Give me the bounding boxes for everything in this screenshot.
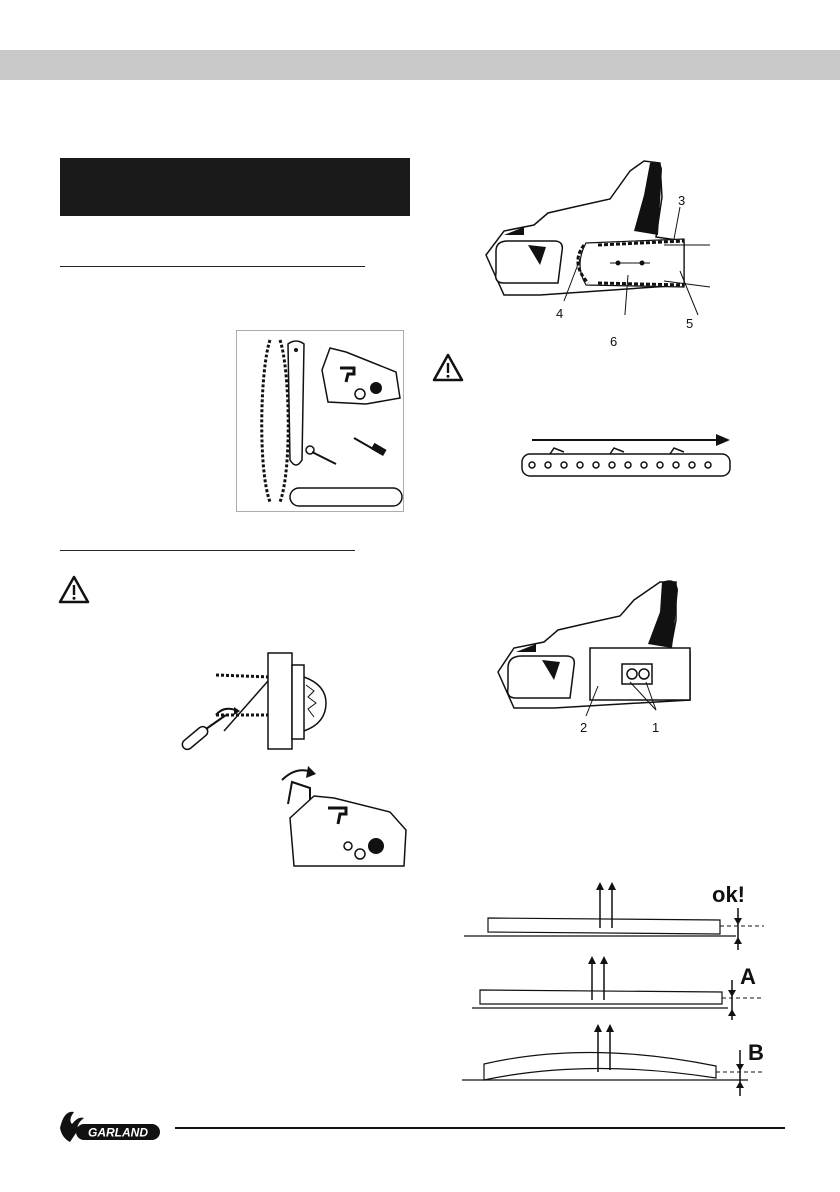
chain-direction-figure [520, 430, 740, 486]
tension-a-label: A [740, 964, 756, 989]
heading-rule-2 [60, 550, 355, 551]
warning-triangle-icon [432, 353, 464, 383]
footer-rule [175, 1127, 785, 1129]
callout-5: 5 [686, 316, 694, 331]
chain-brake-figure [270, 762, 412, 874]
section-header-block [60, 158, 410, 216]
garland-logo [58, 1108, 162, 1144]
chain-tension-states-figure [458, 880, 770, 1102]
heading-rule-1 [60, 266, 365, 267]
bar-chain-assembly-figure [484, 155, 714, 315]
tension-b-label: B [748, 1040, 764, 1065]
svg-text:GARLAND: GARLAND [88, 1125, 148, 1140]
callout-4: 4 [556, 306, 564, 321]
warning-triangle-icon [58, 575, 90, 605]
callout-2: 2 [580, 720, 588, 735]
callout-6: 6 [610, 334, 618, 349]
bar-nuts-figure [494, 568, 694, 718]
callout-1: 1 [652, 720, 660, 735]
chain-tension-screwdriver-figure [176, 645, 344, 757]
callout-3: 3 [678, 193, 686, 208]
top-color-band [0, 50, 840, 80]
tension-ok-label: ok! [712, 882, 745, 907]
parts-kit-figure [236, 330, 404, 512]
